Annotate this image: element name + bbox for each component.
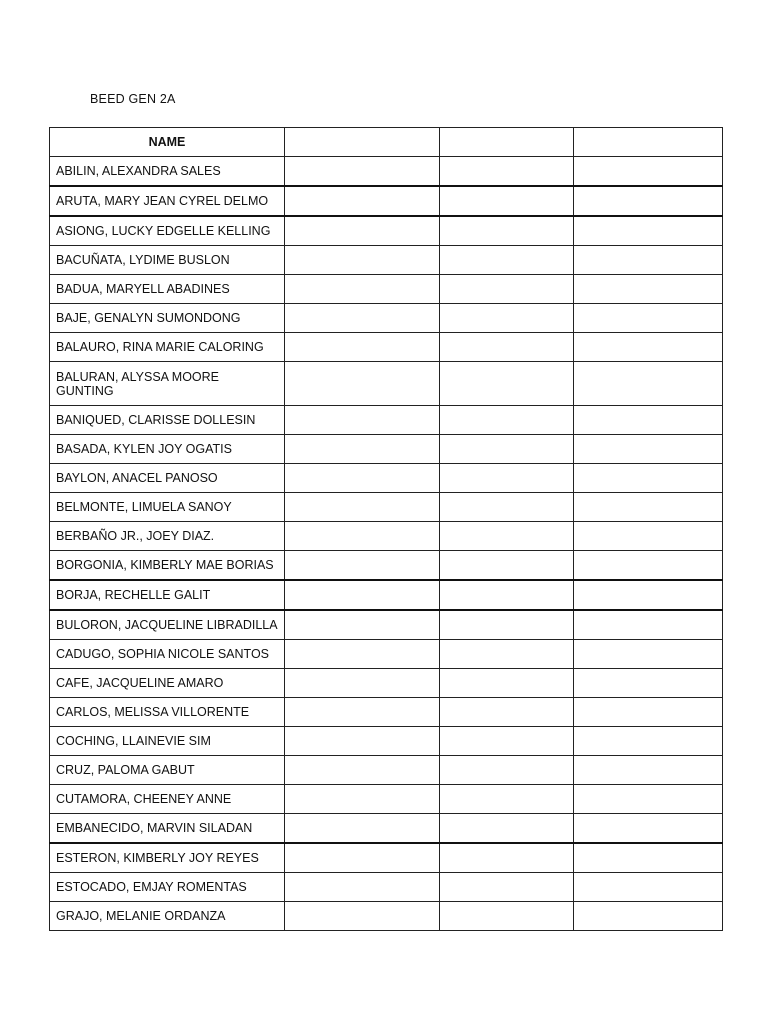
student-name-cell: CRUZ, PALOMA GABUT xyxy=(50,756,285,785)
blank-cell xyxy=(440,246,574,275)
student-name-cell: CUTAMORA, CHEENEY ANNE xyxy=(50,785,285,814)
blank-cell xyxy=(285,843,440,873)
table-row xyxy=(50,333,723,362)
blank-cell xyxy=(285,275,440,304)
table-row xyxy=(50,362,723,406)
blank-cell xyxy=(440,406,574,435)
blank-cell xyxy=(440,580,574,610)
blank-cell xyxy=(574,727,723,756)
student-name-cell: COCHING, LLAINEVIE SIM xyxy=(50,727,285,756)
blank-cell xyxy=(285,435,440,464)
blank-cell xyxy=(440,464,574,493)
blank-cell xyxy=(574,333,723,362)
blank-cell xyxy=(285,610,440,640)
student-name-cell: BORJA, RECHELLE GALIT xyxy=(50,580,285,610)
blank-cell xyxy=(574,698,723,727)
blank-cell xyxy=(285,333,440,362)
table-row xyxy=(50,669,723,698)
blank-cell xyxy=(574,157,723,187)
blank-cell xyxy=(285,873,440,902)
table-row xyxy=(50,246,723,275)
blank-cell xyxy=(285,756,440,785)
student-name-cell: BERBAÑO JR., JOEY DIAZ. xyxy=(50,522,285,551)
table-row xyxy=(50,785,723,814)
student-name-cell: BASADA, KYLEN JOY OGATIS xyxy=(50,435,285,464)
blank-cell xyxy=(285,814,440,844)
blank-cell xyxy=(285,493,440,522)
blank-cell xyxy=(440,756,574,785)
table-row xyxy=(50,304,723,333)
student-name-cell: ESTOCADO, EMJAY ROMENTAS xyxy=(50,873,285,902)
table-row xyxy=(50,640,723,669)
blank-cell xyxy=(440,902,574,931)
blank-cell xyxy=(574,580,723,610)
blank-cell xyxy=(574,640,723,669)
student-name-cell: BALAURO, RINA MARIE CALORING xyxy=(50,333,285,362)
student-name-cell: BULORON, JACQUELINE LIBRADILLA xyxy=(50,610,285,640)
table-row xyxy=(50,406,723,435)
blank-cell xyxy=(440,333,574,362)
blank-cell xyxy=(440,186,574,216)
blank-cell xyxy=(574,216,723,246)
blank-cell xyxy=(285,669,440,698)
blank-cell xyxy=(440,785,574,814)
student-name-cell: BAJE, GENALYN SUMONDONG xyxy=(50,304,285,333)
table-row xyxy=(50,756,723,785)
column-header-blank-2 xyxy=(440,128,574,157)
blank-cell xyxy=(285,304,440,333)
table-row xyxy=(50,698,723,727)
blank-cell xyxy=(574,246,723,275)
table-row xyxy=(50,902,723,931)
student-name-cell: ARUTA, MARY JEAN CYREL DELMO xyxy=(50,186,285,216)
blank-cell xyxy=(440,640,574,669)
blank-cell xyxy=(574,669,723,698)
blank-cell xyxy=(285,406,440,435)
blank-cell xyxy=(574,785,723,814)
table-row xyxy=(50,873,723,902)
table-row xyxy=(50,580,723,610)
student-name-cell: GRAJO, MELANIE ORDANZA xyxy=(50,902,285,931)
blank-cell xyxy=(574,362,723,406)
student-name-cell: BORGONIA, KIMBERLY MAE BORIAS xyxy=(50,551,285,581)
blank-cell xyxy=(285,522,440,551)
blank-cell xyxy=(440,727,574,756)
blank-cell xyxy=(574,756,723,785)
table-row xyxy=(50,464,723,493)
table-row xyxy=(50,814,723,844)
blank-cell xyxy=(574,873,723,902)
blank-cell xyxy=(440,435,574,464)
student-name-cell: BADUA, MARYELL ABADINES xyxy=(50,275,285,304)
blank-cell xyxy=(440,522,574,551)
student-name-cell: BAYLON, ANACEL PANOSO xyxy=(50,464,285,493)
blank-cell xyxy=(440,873,574,902)
blank-cell xyxy=(574,464,723,493)
blank-cell xyxy=(574,493,723,522)
table-row xyxy=(50,843,723,873)
column-header-blank-3 xyxy=(574,128,723,157)
blank-cell xyxy=(574,551,723,581)
blank-cell xyxy=(574,902,723,931)
column-header-name: NAME xyxy=(50,128,285,157)
blank-cell xyxy=(285,551,440,581)
blank-cell xyxy=(285,464,440,493)
blank-cell xyxy=(285,580,440,610)
blank-cell xyxy=(574,610,723,640)
blank-cell xyxy=(574,186,723,216)
table-row xyxy=(50,186,723,216)
roster-table xyxy=(49,127,723,931)
blank-cell xyxy=(285,157,440,187)
blank-cell xyxy=(440,551,574,581)
student-name-cell: BELMONTE, LIMUELA SANOY xyxy=(50,493,285,522)
blank-cell xyxy=(574,522,723,551)
blank-cell xyxy=(440,814,574,844)
blank-cell xyxy=(285,902,440,931)
student-name-cell: CARLOS, MELISSA VILLORENTE xyxy=(50,698,285,727)
blank-cell xyxy=(440,275,574,304)
student-name-cell: BALURAN, ALYSSA MOORE GUNTING xyxy=(50,362,285,406)
blank-cell xyxy=(285,727,440,756)
blank-cell xyxy=(440,669,574,698)
table-header-row xyxy=(50,128,723,157)
blank-cell xyxy=(440,304,574,333)
blank-cell xyxy=(285,640,440,669)
blank-cell xyxy=(440,157,574,187)
blank-cell xyxy=(574,435,723,464)
blank-cell xyxy=(574,814,723,844)
blank-cell xyxy=(574,406,723,435)
table-row xyxy=(50,157,723,187)
student-name-cell: CAFE, JACQUELINE AMARO xyxy=(50,669,285,698)
blank-cell xyxy=(285,785,440,814)
blank-cell xyxy=(440,610,574,640)
student-name-cell: ASIONG, LUCKY EDGELLE KELLING xyxy=(50,216,285,246)
blank-cell xyxy=(440,493,574,522)
table-row xyxy=(50,275,723,304)
blank-cell xyxy=(285,698,440,727)
student-name-cell: ABILIN, ALEXANDRA SALES xyxy=(50,157,285,187)
blank-cell xyxy=(440,843,574,873)
blank-cell xyxy=(440,698,574,727)
blank-cell xyxy=(285,246,440,275)
table-row xyxy=(50,435,723,464)
blank-cell xyxy=(285,186,440,216)
table-row xyxy=(50,493,723,522)
blank-cell xyxy=(574,843,723,873)
student-name-cell: EMBANECIDO, MARVIN SILADAN xyxy=(50,814,285,844)
blank-cell xyxy=(440,362,574,406)
document-heading: BEED GEN 2A xyxy=(90,92,176,106)
table-row xyxy=(50,551,723,581)
student-name-cell: BANIQUED, CLARISSE DOLLESIN xyxy=(50,406,285,435)
table-row xyxy=(50,522,723,551)
table-row xyxy=(50,216,723,246)
student-name-cell: BACUÑATA, LYDIME BUSLON xyxy=(50,246,285,275)
table-row xyxy=(50,610,723,640)
column-header-blank-1 xyxy=(285,128,440,157)
student-name-cell: CADUGO, SOPHIA NICOLE SANTOS xyxy=(50,640,285,669)
student-name-cell: ESTERON, KIMBERLY JOY REYES xyxy=(50,843,285,873)
blank-cell xyxy=(285,216,440,246)
table-row xyxy=(50,727,723,756)
blank-cell xyxy=(440,216,574,246)
blank-cell xyxy=(285,362,440,406)
blank-cell xyxy=(574,304,723,333)
blank-cell xyxy=(574,275,723,304)
